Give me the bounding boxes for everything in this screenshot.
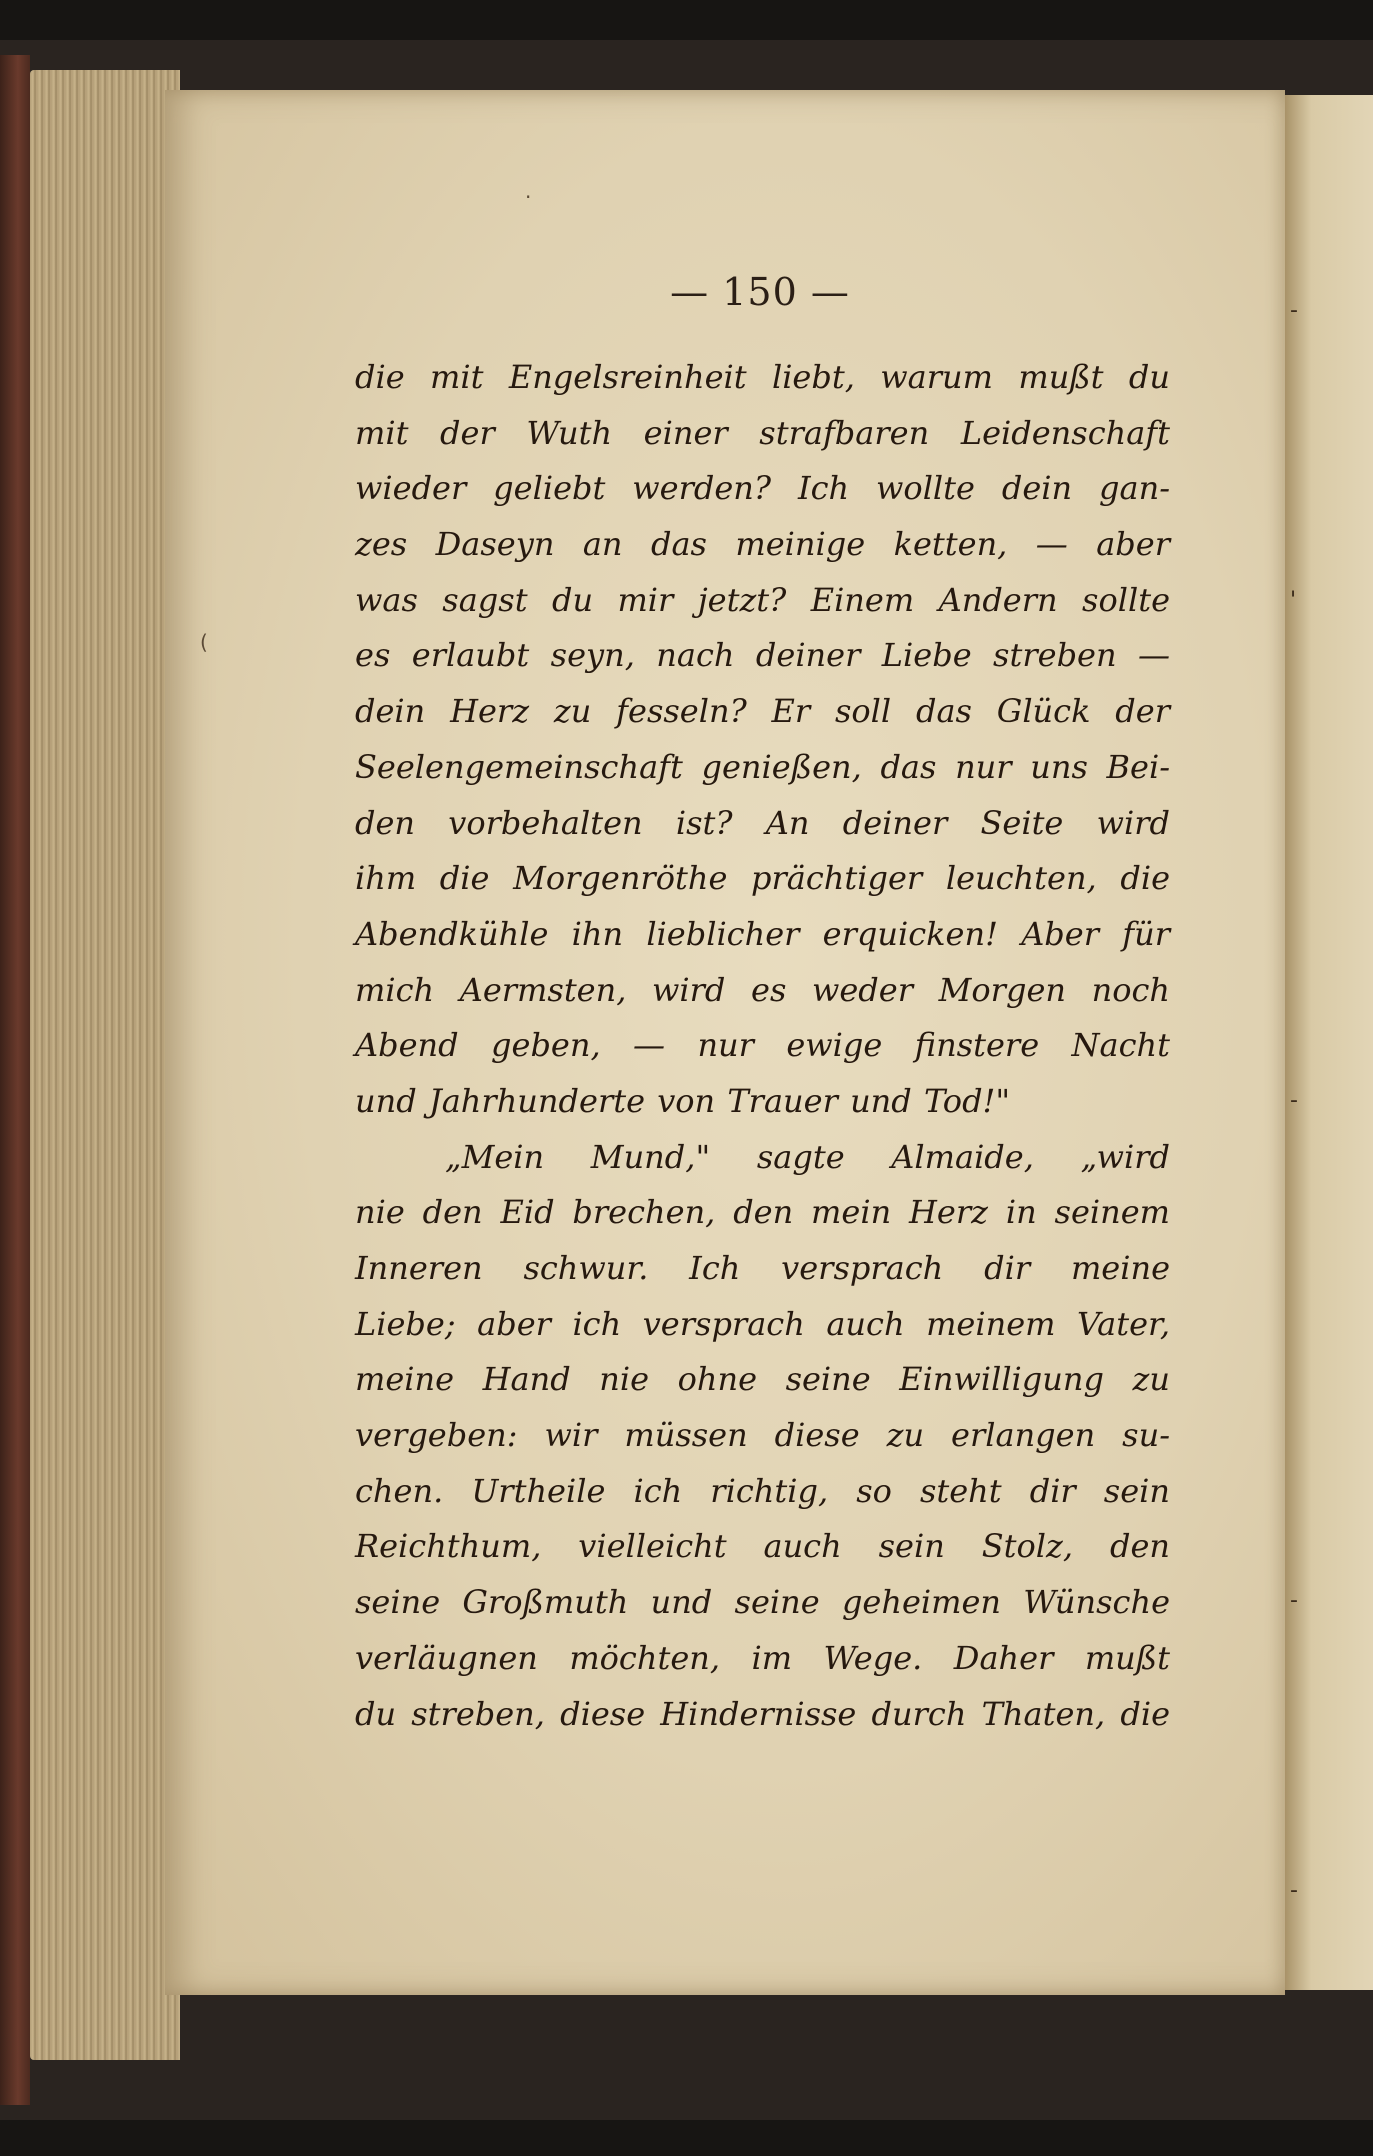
text-line: meine Hand nie ohne seine Einwilligung zu — [355, 1360, 1170, 1399]
page-speck: · — [525, 185, 532, 209]
text-line: zes Daseyn an das meinige ketten, — aber — [355, 525, 1170, 564]
text-line: mit der Wuth einer strafbaren Leidenschaft — [355, 413, 1170, 452]
text-line: Inneren schwur. Ich versprach dir meine — [355, 1249, 1170, 1287]
page-text — [355, 350, 1170, 1742]
page-number: — 150 — — [670, 270, 850, 314]
text-line: chen. Urtheile ich richtig, so steht dir sein — [355, 1471, 1170, 1510]
text-line: vergeben: wir müssen diese zu erlangen su- — [355, 1416, 1170, 1455]
book-spine-edge — [0, 55, 30, 2105]
facing-page-mark: ' — [1290, 588, 1297, 613]
text-line: es erlaubt seyn, nach deiner Liebe streben — — [355, 636, 1170, 675]
text-line: seine Großmuth und seine geheimen Wünsche — [355, 1583, 1170, 1622]
text-line: du streben, diese Hindernisse durch Thaten, die — [355, 1694, 1170, 1733]
text-line: Liebe; aber ich versprach auch meinem Vater, — [355, 1304, 1170, 1343]
text-line: mich Aermsten, wird es weder Morgen noch — [355, 970, 1170, 1009]
text-line: und Jahrhunderte von Trauer und Tod!" — [355, 1081, 1011, 1120]
page-speck: ( — [200, 630, 208, 654]
text-line: den vorbehalten ist? An deiner Seite wird — [355, 803, 1170, 842]
text-line: verläugnen möchten, im Wege. Daher mußt — [355, 1638, 1170, 1677]
facing-page-marks — [1290, 100, 1310, 1980]
facing-page-mark: - — [1290, 298, 1298, 323]
facing-page-mark: - — [1290, 1088, 1298, 1113]
text-line: die mit Engelsreinheit liebt, warum mußt du — [355, 358, 1170, 396]
text-line: was sagst du mir jetzt? Einem Andern sollte — [355, 580, 1170, 619]
facing-page-mark: - — [1290, 1588, 1298, 1613]
text-line: „Mein Mund," sagte Almaide, „wird — [445, 1137, 1170, 1176]
text-line: Abendkühle ihn lieblicher erquicken! Aber für — [355, 914, 1170, 953]
text-line: wieder geliebt werden? Ich wollte dein gan- — [355, 469, 1170, 508]
text-line: Seelengemeinschaft genießen, das nur uns Bei- — [355, 747, 1170, 786]
page-edges — [30, 70, 180, 2060]
text-line: ihm die Morgenröthe prächtiger leuchten, die — [355, 859, 1170, 898]
text-line: Abend geben, — nur ewige finstere Nacht — [355, 1026, 1170, 1065]
text-line: Reichthum, vielleicht auch sein Stolz, den — [355, 1527, 1170, 1566]
facing-page-mark: - — [1290, 1878, 1298, 1903]
text-line: nie den Eid brechen, den mein Herz in seinem — [355, 1193, 1170, 1232]
text-line: dein Herz zu fesseln? Er soll das Glück der — [355, 692, 1170, 731]
